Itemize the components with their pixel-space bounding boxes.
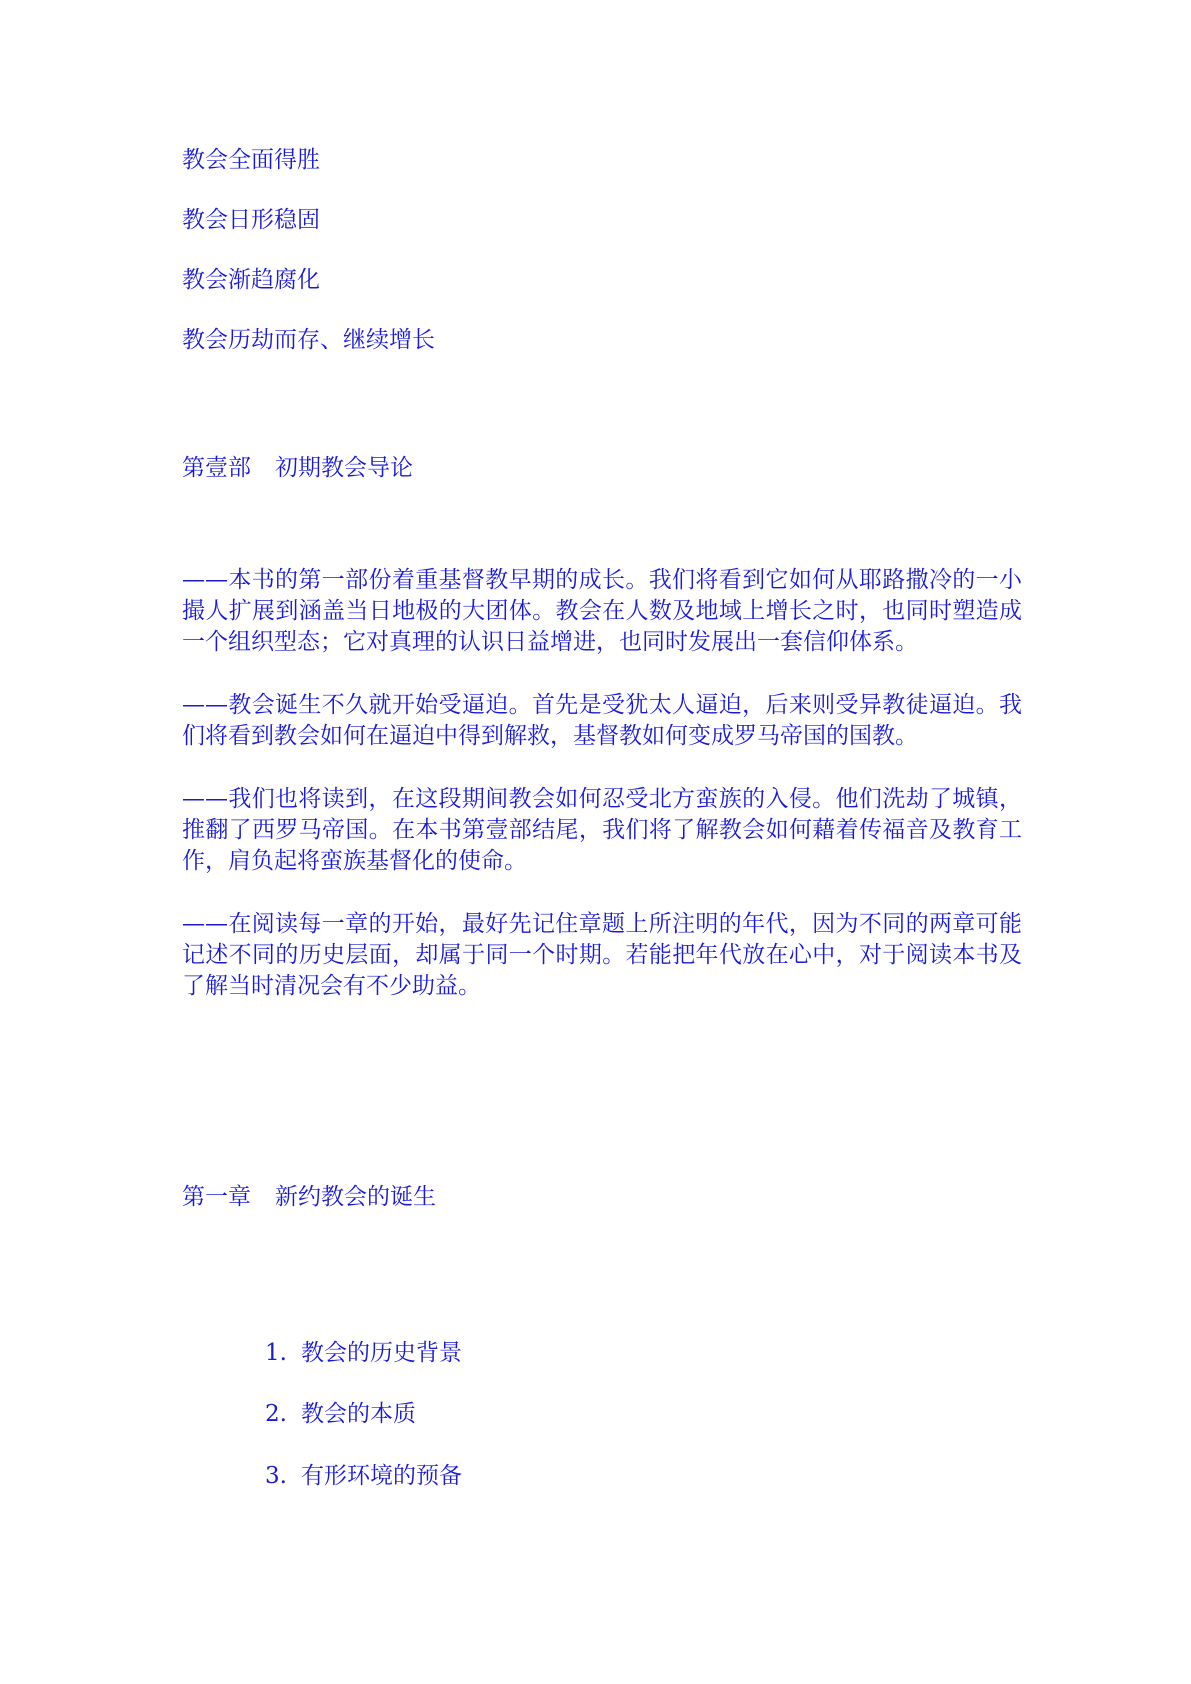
section-number: 1. xyxy=(265,1340,287,1366)
section-list-item xyxy=(265,1398,416,1430)
intro-paragraph: ——在阅读每一章的开始，最好先记住章题上所注明的年代，因为不同的两章可能记述不同的历史层面，却属于同一个时期。若能把年代放在心中，对于阅读本书及了解当时清况会有不少助益。 xyxy=(182,911,1022,999)
outline-item: 教会渐趋腐化 xyxy=(182,267,320,293)
chapter-label: 第一章 xyxy=(182,1184,251,1210)
outline-item: 教会历劫而存、继续增长 xyxy=(182,327,435,353)
part-label: 第壹部 xyxy=(182,455,251,481)
section-title: 教会的历史背景 xyxy=(301,1340,462,1366)
section-number: 3. xyxy=(265,1463,287,1489)
outline-item: 教会全面得胜 xyxy=(182,147,320,173)
section-title: 有形环境的预备 xyxy=(301,1463,462,1489)
chapter-title: 新约教会的诞生 xyxy=(275,1184,436,1210)
section-title: 教会的本质 xyxy=(301,1401,416,1427)
section-list-item xyxy=(265,1337,462,1369)
intro-paragraph: ——教会诞生不久就开始受逼迫。首先是受犹太人逼迫，后来则受异教徒逼迫。我们将看到教会如何在逼迫中得到解救，基督教如何变成罗马帝国的国教。 xyxy=(182,692,1022,749)
section-number: 2. xyxy=(265,1401,287,1427)
intro-paragraph: ——本书的第一部份着重基督教早期的成长。我们将看到它如何从耶路撒冷的一小撮人扩展到涵盖当日地极的大团体。教会在人数及地域上增长之时，也同时塑造成一个组织型态；它对真理的认识日益增进，也同时发展出一套信仰体系。 xyxy=(182,567,1022,655)
chapter-heading xyxy=(182,1181,436,1213)
part-heading xyxy=(182,452,413,484)
outline-item: 教会日形稳固 xyxy=(182,207,320,233)
intro-paragraph: ——我们也将读到，在这段期间教会如何忍受北方蛮族的入侵。他们洗劫了城镇，推翻了西罗马帝国。在本书第壹部结尾，我们将了解教会如何藉着传福音及教育工作，肩负起将蛮族基督化的使命。 xyxy=(182,786,1022,874)
section-list-item xyxy=(265,1460,462,1492)
part-title: 初期教会导论 xyxy=(275,455,413,481)
